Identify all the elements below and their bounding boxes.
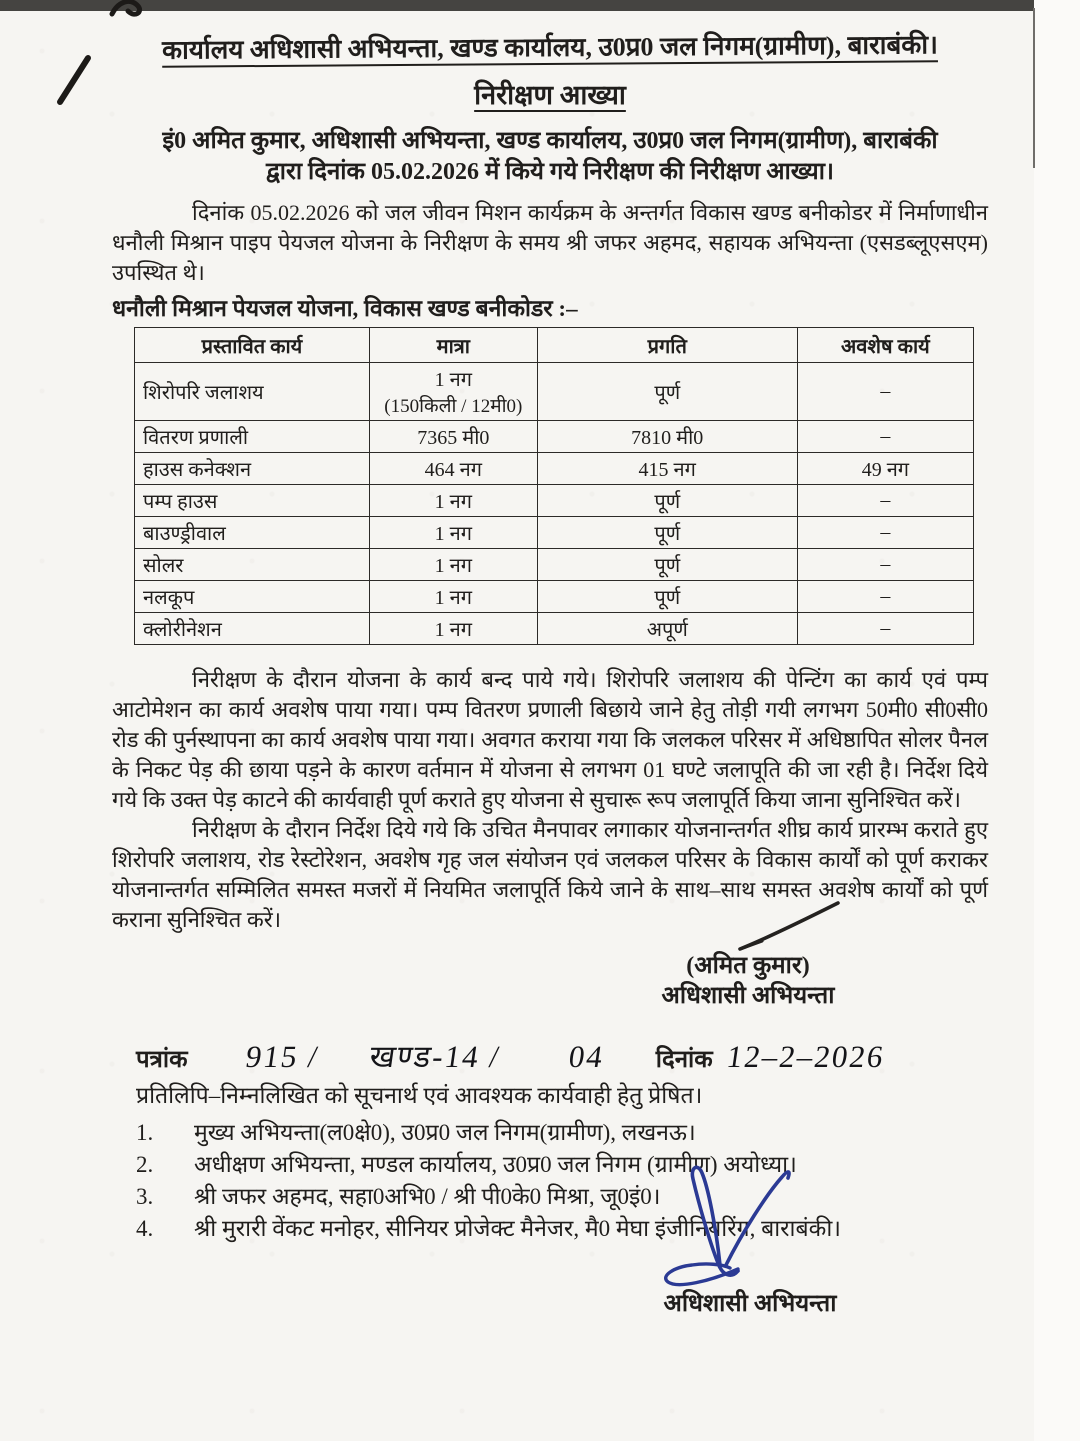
cell-work: बाउण्ड्रीवाल [135,517,370,549]
item-text: श्री जफर अहमद, सहा0अभि0 / श्री पी0के0 मिश्रा, जू0इं0। [194,1184,661,1209]
signatory-designation: अधिशासी अभियन्ता [661,983,835,1009]
cell-progress: पूर्ण [537,581,797,613]
table-row [135,485,974,517]
cell-progress: 7810 मी0 [537,421,797,453]
cell-remaining: – [797,421,973,453]
table-row [135,613,974,645]
qty-line2: (150किली / 12मी0) [384,396,523,417]
scanner-top-bar [0,0,1034,11]
item-text: श्री मुरारी वेंकट मनोहर, सीनियर प्रोजेक्ट मैनेजर, मै0 मेघा इंजीनियरिंग, बाराबंकी। [194,1216,841,1241]
cell-work: पम्प हाउस [135,485,370,517]
signatory-name: (अमित कुमार) [686,953,810,979]
cell-qty [369,363,537,421]
handwritten-division: खण्ड-14 / [367,1039,504,1074]
cell-work: वितरण प्रणाली [135,421,370,453]
cell-progress: 415 नग [537,453,797,485]
cell-qty: 1 नग [369,581,537,613]
item-number: 4. [136,1216,154,1241]
item-number: 2. [136,1152,154,1177]
cell-remaining: – [797,485,973,517]
patrank-label: पत्रांक [136,1047,188,1073]
distribution-list [136,1117,988,1245]
cell-progress: अपूर्ण [537,613,797,645]
item-number: 1. [136,1120,154,1145]
scheme-table-title: धनौली मिश्रान पेयजल योजना, विकास खण्ड बनीकोडर :– [112,296,578,321]
cell-qty: 1 नग [369,549,537,581]
cell-remaining: – [797,517,973,549]
header-progress: प्रगति [537,328,797,363]
cell-remaining: – [797,549,973,581]
list-item [136,1213,988,1245]
cell-work: हाउस कनेक्शन [135,453,370,485]
cell-qty: 1 नग [369,485,537,517]
cell-work: सोलर [135,549,370,581]
list-item [136,1181,988,1213]
item-number: 3. [136,1184,154,1209]
cell-remaining: – [797,581,973,613]
table-row [135,549,974,581]
qty-line1: 1 नग [434,369,472,391]
cell-remaining: – [797,363,973,421]
works-progress-table [134,327,974,645]
cell-remaining: – [797,613,973,645]
list-item [136,1117,988,1149]
cell-work: क्लोरीनेशन [135,613,370,645]
header-remaining-work: अवशेष कार्य [797,328,973,363]
paragraph-inspection-visit: दिनांक 05.02.2026 को जल जीवन मिशन कार्यक्रम के अन्तर्गत विकास खण्ड बनीकोडर में निर्माणाधीन धनौली मिश्रान पाइप पेयजल योजना के निरीक्षण के समय श्री जफर अहमद, सहायक अभियन्ता (एसडब्लूएसएम) उपस्थित थे। [112,200,988,285]
table-row [135,581,974,613]
cell-work: नलकूप [135,581,370,613]
handwritten-serial: 04 [566,1039,607,1074]
cell-work: शिरोपरि जलाशय [135,363,370,421]
list-item [136,1149,988,1181]
cell-qty: 1 नग [369,613,537,645]
table-row [135,453,974,485]
cell-progress: पूर्ण [537,485,797,517]
handwritten-date: 12–2–2026 [724,1039,887,1074]
table-row [135,363,974,421]
cell-remaining: 49 नग [797,453,973,485]
office-header: कार्यालय अधिशासी अभियन्ता, खण्ड कार्यालय, उ0प्र0 जल निगम(ग्रामीण), बाराबंकी। [162,30,938,65]
cell-progress: पूर्ण [537,549,797,581]
header-proposed-work: प्रस्तावित कार्य [135,328,370,363]
intro-statement: इं0 अमित कुमार, अधिशासी अभियन्ता, खण्ड कार्यालय, उ0प्र0 जल निगम(ग्रामीण), बाराबंकी द्वारा दिनांक 05.02.2026 में किये गये निरीक्षण की निरीक्षण आख्या। [162,128,938,185]
table-row [135,421,974,453]
header-quantity: मात्रा [369,328,537,363]
table-header-row [135,328,974,363]
paragraph-directions: निरीक्षण के दौरान निर्देश दिये गये कि उचित मैनपावर लगाकार योजनान्तर्गत शीघ्र कार्य प्रारम्भ कराते हुए शिरोपरि जलाशय, रोड रेस्टोरेशन, अवशेष गृह जल संयोजन एवं जलकल परिसर के विकास कार्यों को पूर्ण कराकर योजनान्तर्गत सम्मिलित समस्त मजरों में नियमित जलापूर्ति किये जाने के साथ–साथ समस्त अवशेष कार्यों को पूर्ण कराना सुनिश्चित करें। [112,817,988,932]
handwritten-letter-number: 915 / [243,1039,321,1074]
ink-signature-icon [658,1147,828,1292]
document-content [0,30,1080,1319]
item-text: अधीक्षण अभियन्ता, मण्डल कार्यालय, उ0प्र0 जल निगम (ग्रामीण) अयोध्या। [194,1152,797,1177]
distribution-heading: प्रतिलिपि–निम्नलिखित को सूचनार्थ एवं आवश्यक कार्यवाही हेतु प्रेषित। [136,1083,703,1108]
signature-block-bottom [640,1289,860,1319]
item-text: मुख्य अभियन्ता(ल0क्षे0), उ0प्र0 जल निगम(ग्रामीण), लखनऊ। [194,1120,696,1145]
reference-line [136,1035,988,1077]
pen-check-mark-icon [720,899,850,955]
document-title: निरीक्षण आख्या [474,80,626,110]
cell-qty: 1 नग [369,517,537,549]
table-row [135,517,974,549]
paragraph-findings: निरीक्षण के दौरान योजना के कार्य बन्द पाये गये। शिरोपरि जलाशय की पेन्टिंग का कार्य एवं पम्प आटोमेशन का कार्य अवशेष पाया गया। पम्प वितरण प्रणाली बिछाये जाने हेतु तोड़ी गयी लगभग 50मी0 सी0सी0 रोड की पुर्नस्थापना का कार्य अवशेष पाया गया। अवगत कराया गया कि जलकल परिसर में अधिष्ठापित सोलर पैनल के निकट पेड़ की छाया पड़ने के कारण वर्तमान में योजना से लगभग 01 घण्टे जलापूति की जा रही है। निर्देश दिये गये कि उक्त पेड़ काटने की कार्यवाही पूर्ण कराते हुए योजना से सुचारू रूप जलापूर्ति किया जाना सुनिश्चित करें। [112,667,988,812]
signatory-designation: अधिशासी अभियन्ता [663,1291,837,1317]
cell-progress: पूर्ण [537,517,797,549]
cell-progress: पूर्ण [537,363,797,421]
date-label: दिनांक [655,1047,713,1073]
cell-qty: 7365 मी0 [369,421,537,453]
signature-block-top [628,951,868,1011]
cell-qty: 464 नग [369,453,537,485]
